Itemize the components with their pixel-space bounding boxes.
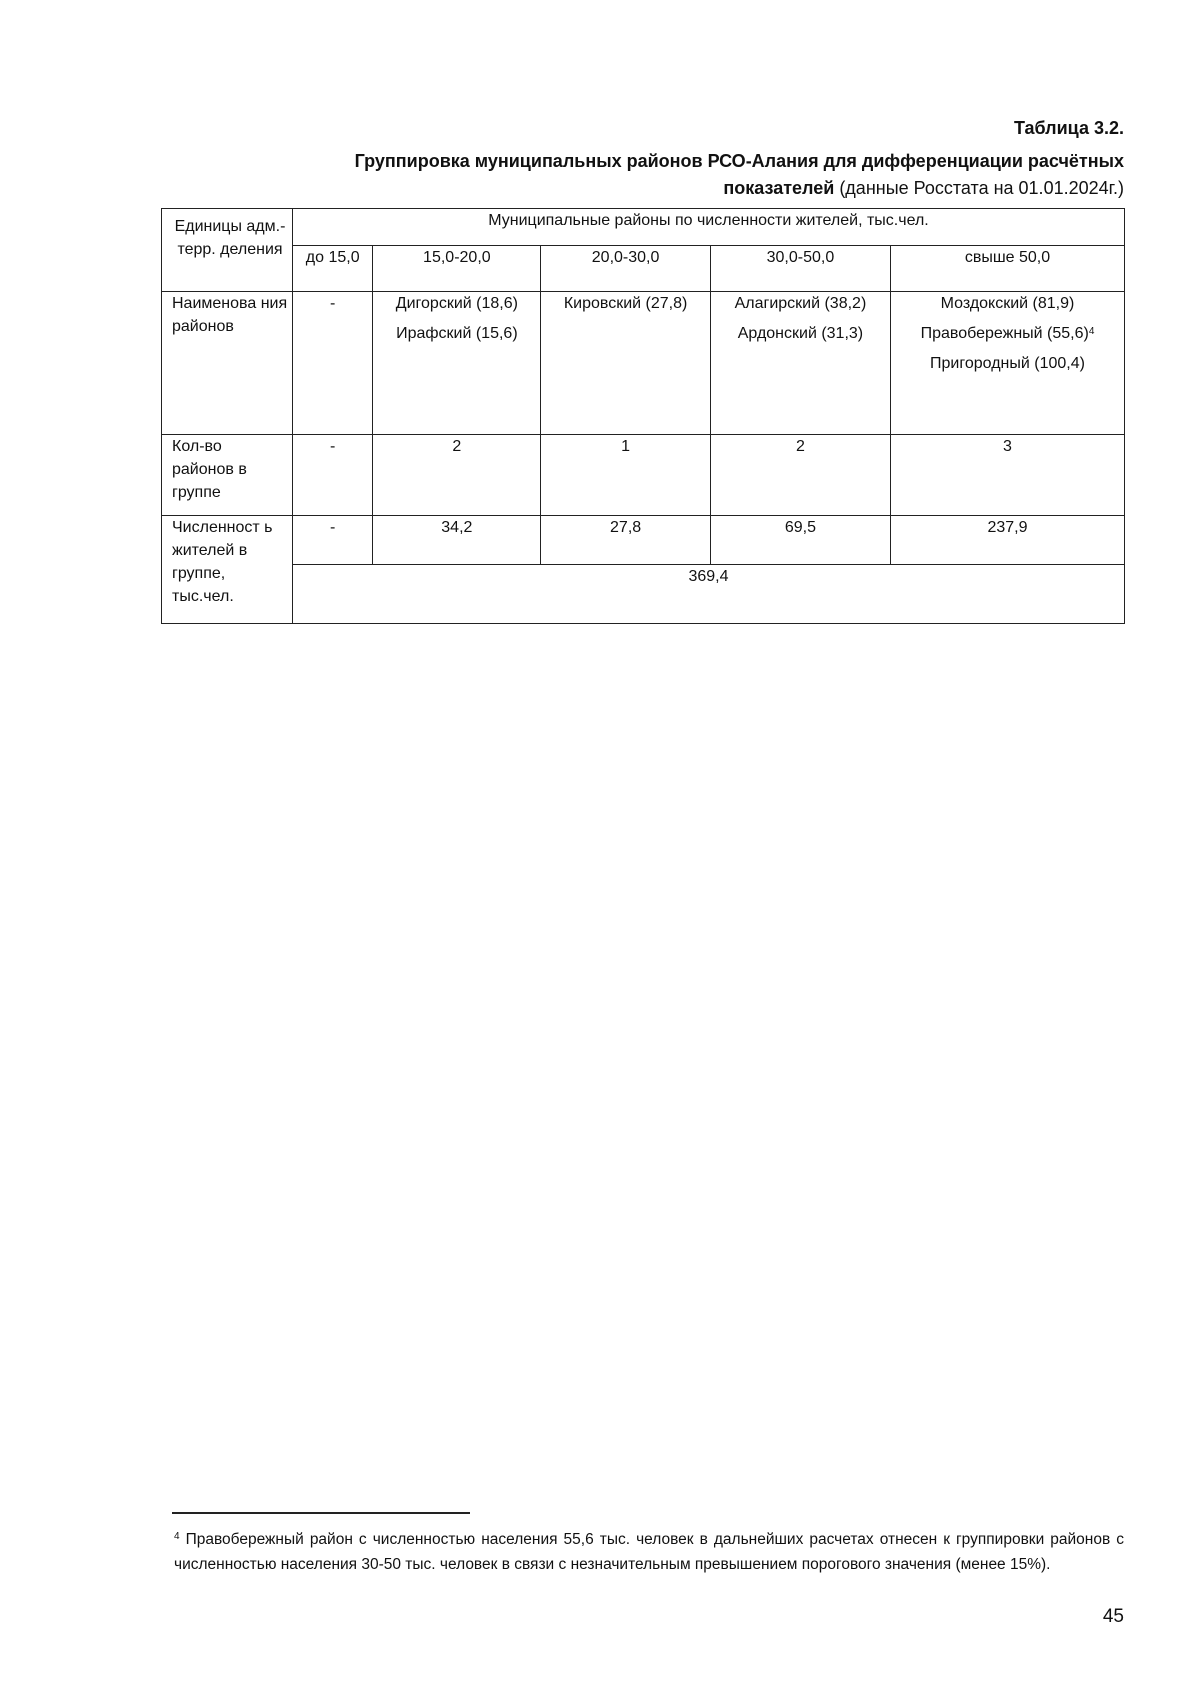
table-cell: 69,5: [710, 516, 890, 565]
district-name: Ардонский (31,3): [737, 325, 864, 342]
district-name: Кировский (27,8): [563, 295, 688, 312]
district-name: Ирафский (15,6): [396, 325, 518, 342]
district-name-with-footnote: [895, 322, 1120, 345]
table-row: [162, 516, 1125, 565]
district-name: Дигорский (18,6): [395, 295, 518, 312]
table-cell: [890, 292, 1124, 435]
footnote-ref: 4: [1088, 326, 1095, 337]
district-name: Правобережный (55,6): [920, 325, 1089, 342]
grouping-table: [161, 208, 1125, 624]
footnote-marker: 4: [174, 1531, 180, 1542]
footnote-text: Правобережный район с численностью населения 55,6 тыс. человек в дальнейших расчетах отнесен к группировки районов с численностью населения 30-50 тыс. человек в связи с незначительным превышением порогового значения (менее 15%).: [174, 1531, 1124, 1573]
row-label: Численност ь жителей в группе, тыс.чел.: [162, 516, 293, 624]
table-cell: 27,8: [541, 516, 711, 565]
table-cell: 2: [710, 435, 890, 516]
district-name: Моздокский (81,9): [940, 295, 1075, 312]
group-header-cell: Муниципальные районы по численности жителей, тыс.чел.: [293, 209, 1125, 246]
district-name: Алагирский (38,2): [734, 295, 867, 312]
caption-note: (данные Росстата на 01.01.2024г.): [834, 178, 1124, 198]
table-cell: [373, 292, 541, 435]
table-row: [162, 292, 1125, 435]
table-cell: -: [293, 292, 373, 435]
column-header-row: [162, 246, 1125, 292]
table-row: [162, 435, 1125, 516]
table-cell: 3: [890, 435, 1124, 516]
row-label: Наименова ния районов: [162, 292, 293, 435]
row-label: Кол-во районов в группе: [162, 435, 293, 516]
table-cell: -: [293, 516, 373, 565]
corner-header-cell: Единицы адм.-терр. деления: [162, 209, 293, 292]
district-name: Пригородный (100,4): [930, 355, 1085, 372]
table-caption: [260, 148, 1124, 202]
table-cell: 34,2: [373, 516, 541, 565]
column-header: 15,0-20,0: [373, 246, 541, 292]
table-cell: -: [293, 435, 373, 516]
footnote-divider: [172, 1512, 470, 1514]
table-header-row: [162, 209, 1125, 246]
caption-bold: Группировка муниципальных районов РСО-Алания для дифференциации расчётных показателей: [354, 151, 1124, 198]
total-cell: 369,4: [293, 565, 1125, 624]
table-cell: 237,9: [890, 516, 1124, 565]
page-number: 45: [1102, 1606, 1124, 1627]
table-cell: 2: [373, 435, 541, 516]
column-header: 20,0-30,0: [541, 246, 711, 292]
table-row-total: [162, 565, 1125, 624]
column-header: до 15,0: [293, 246, 373, 292]
column-header: свыше 50,0: [890, 246, 1124, 292]
table-cell: [541, 292, 711, 435]
table-cell: 1: [541, 435, 711, 516]
footnote: [174, 1527, 1124, 1577]
table-cell: [710, 292, 890, 435]
column-header: 30,0-50,0: [710, 246, 890, 292]
table-label: Таблица 3.2.: [1013, 118, 1124, 138]
